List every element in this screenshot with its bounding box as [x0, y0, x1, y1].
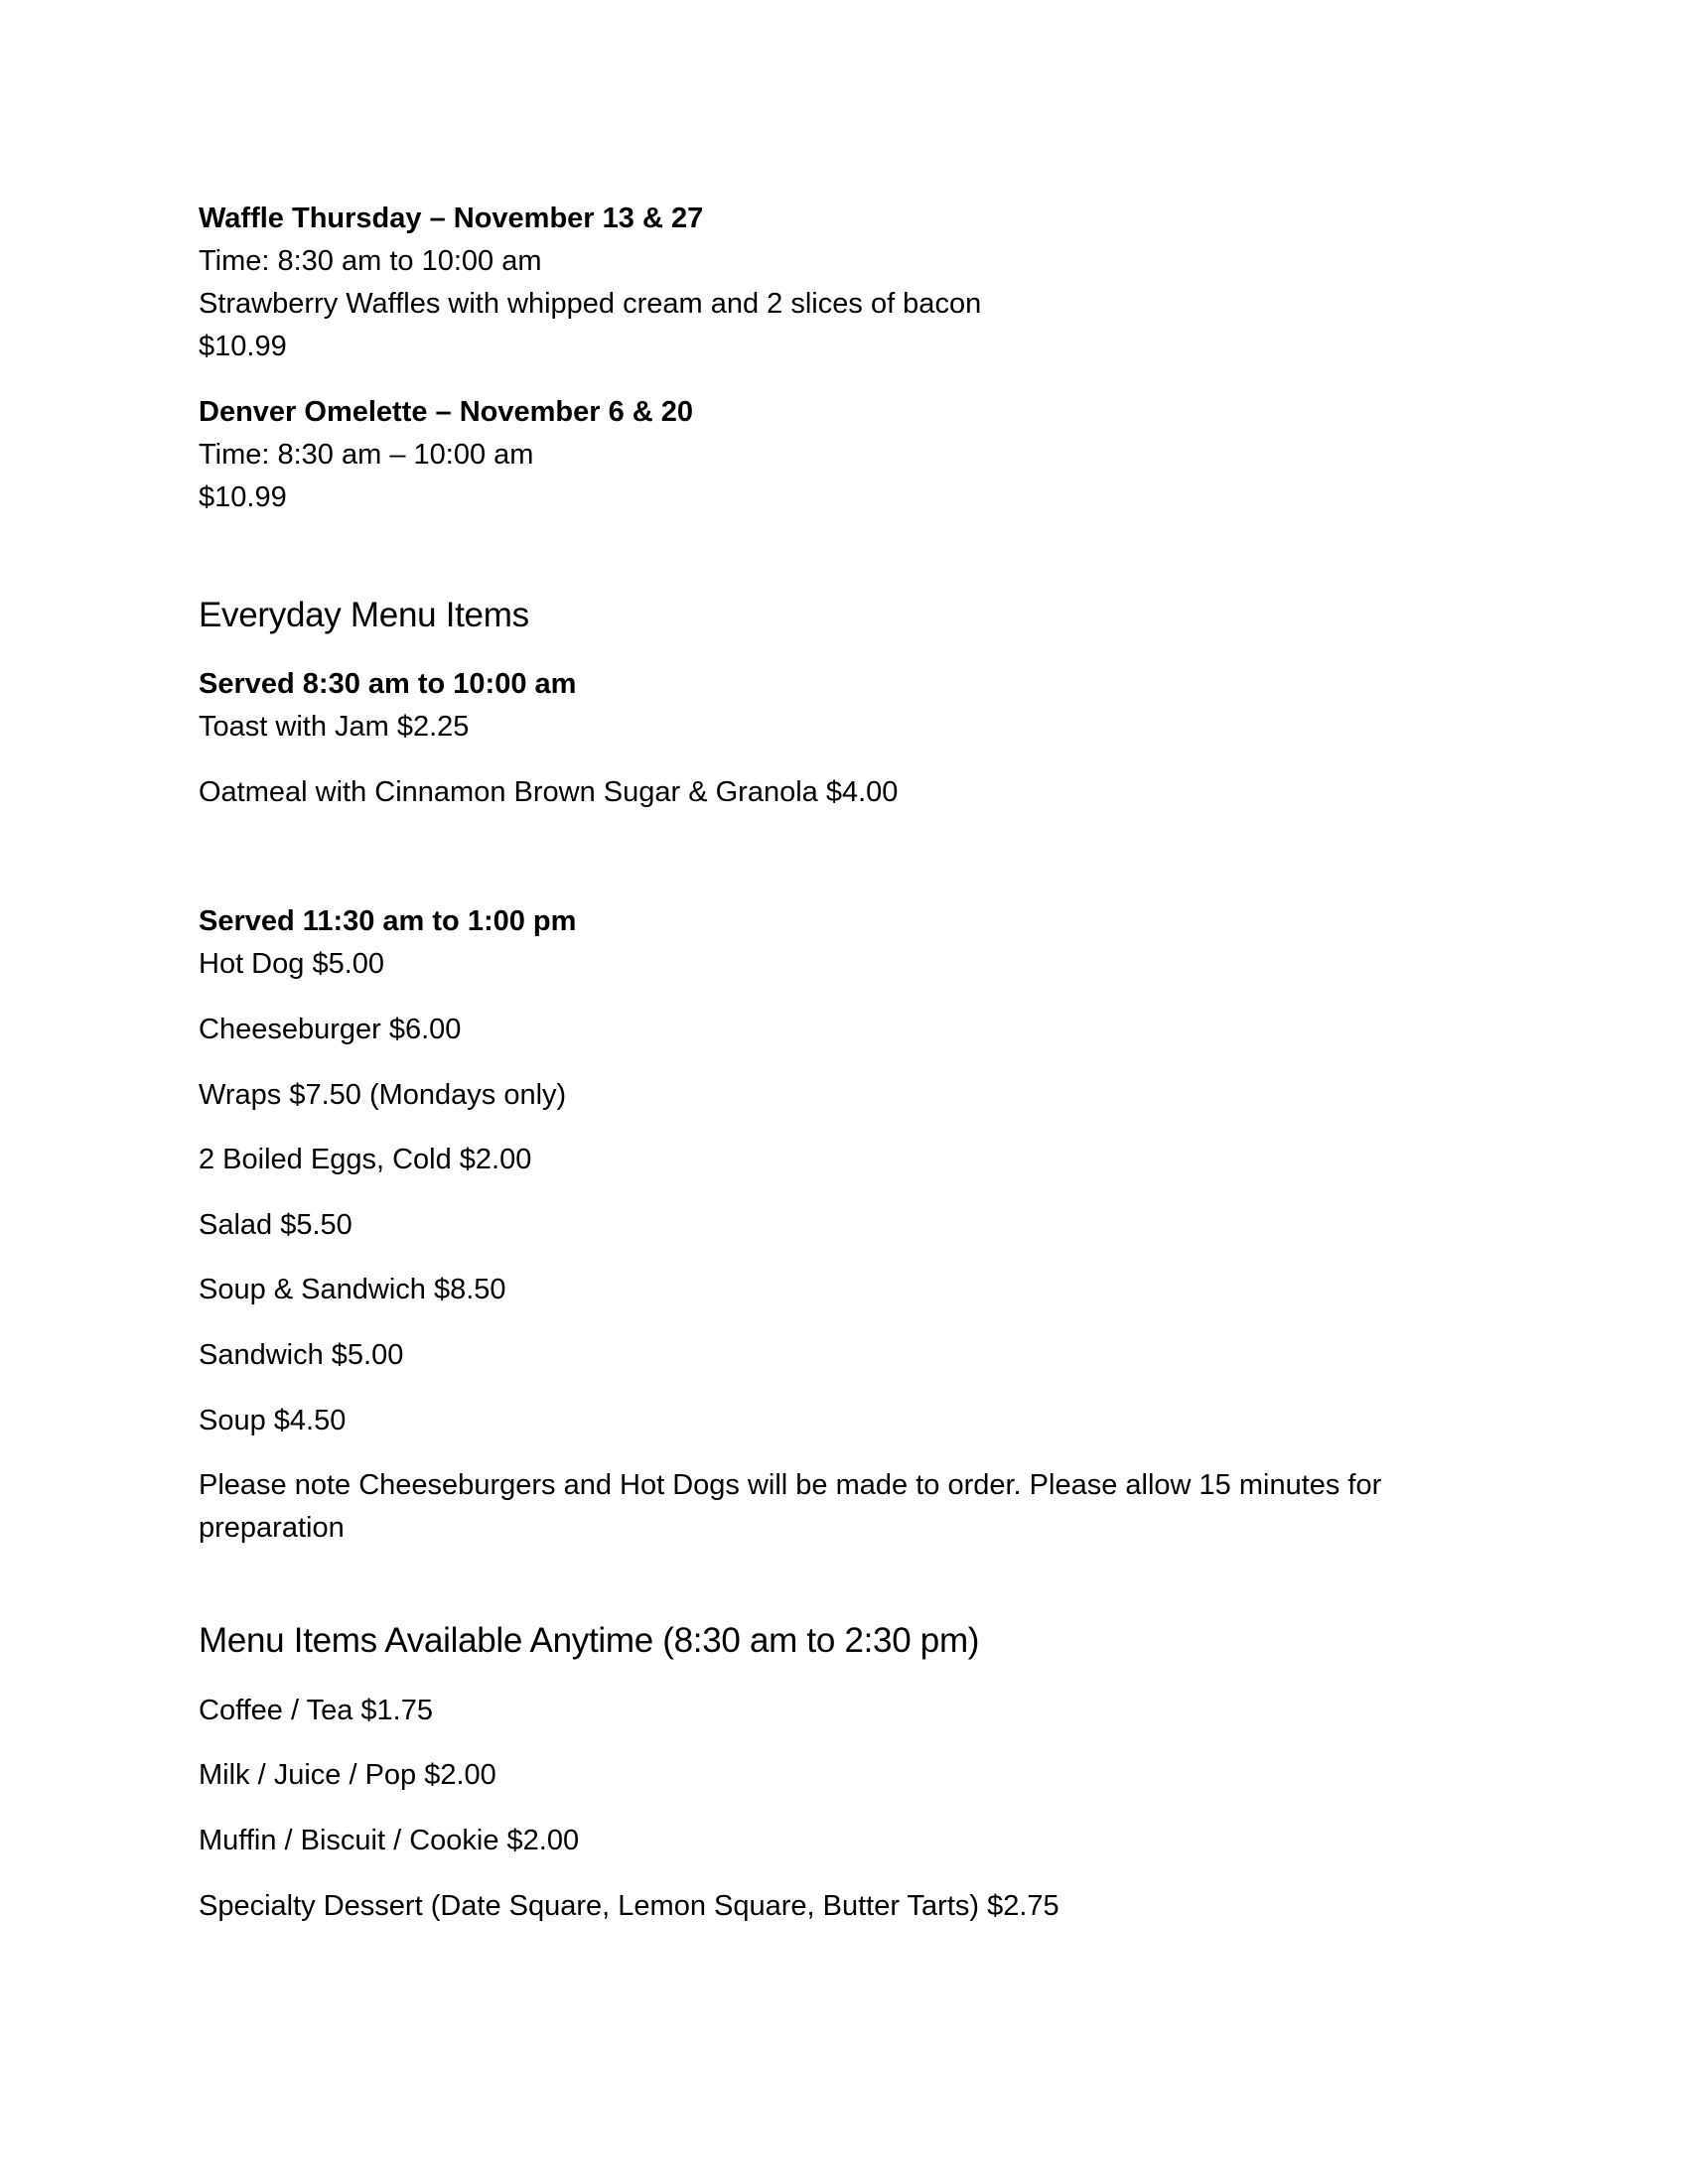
special-time: Time: 8:30 am – 10:00 am — [199, 439, 534, 471]
special-description: Strawberry Waffles with whipped cream and 2 slices of bacon — [199, 288, 982, 320]
menu-item: Milk / Juice / Pop $2.00 — [199, 1759, 496, 1791]
menu-item: Soup & Sandwich $8.50 — [199, 1274, 506, 1305]
section-title-everyday: Everyday Menu Items — [199, 596, 529, 634]
menu-item: Sandwich $5.00 — [199, 1339, 404, 1371]
menu-item: Muffin / Biscuit / Cookie $2.00 — [199, 1825, 580, 1856]
menu-item: Hot Dog $5.00 — [199, 948, 385, 980]
preparation-note-line-1: Please note Cheeseburgers and Hot Dogs will be made to order. Please allow 15 minutes for — [199, 1469, 1382, 1501]
special-heading-denver-omelette: Denver Omelette – November 6 & 20 — [199, 396, 694, 428]
menu-item: Oatmeal with Cinnamon Brown Sugar & Granola $4.00 — [199, 776, 899, 808]
special-time: Time: 8:30 am to 10:00 am — [199, 245, 542, 277]
special-price: $10.99 — [199, 331, 287, 362]
menu-item: Soup $4.50 — [199, 1405, 347, 1436]
menu-item: Specialty Dessert (Date Square, Lemon Square, Butter Tarts) $2.75 — [199, 1890, 1059, 1922]
menu-item: Coffee / Tea $1.75 — [199, 1695, 433, 1726]
lunch-hours-heading: Served 11:30 am to 1:00 pm — [199, 905, 577, 937]
special-price: $10.99 — [199, 481, 287, 513]
menu-item: Wraps $7.50 (Mondays only) — [199, 1079, 567, 1111]
special-heading-waffle-thursday: Waffle Thursday – November 13 & 27 — [199, 203, 704, 234]
breakfast-hours-heading: Served 8:30 am to 10:00 am — [199, 668, 577, 700]
menu-item: 2 Boiled Eggs, Cold $2.00 — [199, 1144, 532, 1175]
menu-item: Salad $5.50 — [199, 1209, 352, 1241]
section-title-anytime: Menu Items Available Anytime (8:30 am to 2:30 pm) — [199, 1621, 980, 1660]
menu-item: Toast with Jam $2.25 — [199, 711, 470, 743]
preparation-note-line-2: preparation — [199, 1512, 345, 1544]
menu-item: Cheeseburger $6.00 — [199, 1014, 462, 1045]
